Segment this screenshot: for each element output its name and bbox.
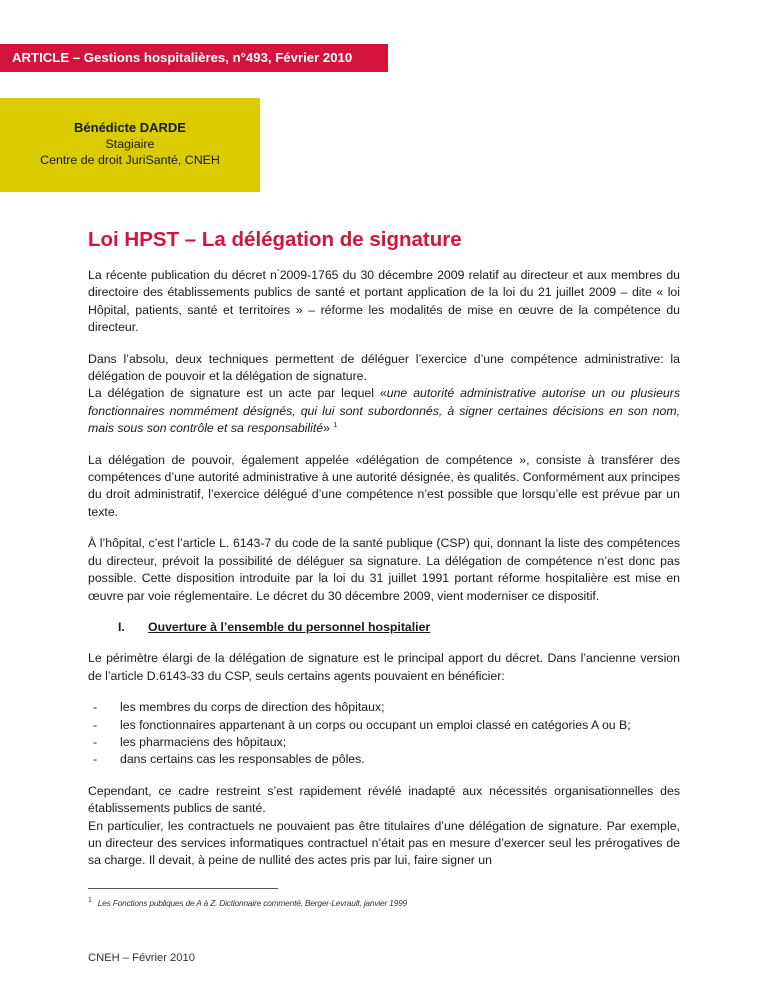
text-span: La délégation de signature est un acte par lequel «	[88, 386, 387, 401]
text-span: Dans l’absolu, deux techniques permettent de déléguer l’exercice d’une compétence administrative: la délégation de pouvoir et la délégation de signature.	[88, 351, 680, 384]
article-banner: ARTICLE – Gestions hospitalières, n°493, Février 2010	[0, 44, 388, 72]
list-item	[88, 751, 680, 768]
text-span: Cependant, ce cadre restreint s’est rapidement révélé inadapté aux nécessités organisationnelles des établissements publics de santé.	[88, 783, 680, 816]
section-heading	[88, 619, 680, 636]
paragraph-cependant	[88, 783, 680, 870]
text-span: »	[323, 421, 330, 436]
author-box	[0, 98, 260, 192]
paragraph-hopital: À l’hôpital, c’est l’article L. 6143-7 du code de la santé publique (CSP) qui, donnant la liste des compétences du directeur, prévoit la possibilité de déléguer sa signature. La délégation de compétence n’est donc pas possible. Cette disposition introduite par la loi du 31 juillet 1991 portant réforme hospitalière est mise en œuvre par voie réglementaire. Le décret du 30 décembre 2009, vient moderniser ce dispositif.	[88, 536, 680, 603]
text-span: La récente publication du décret n	[88, 268, 277, 282]
text-span: En particulier, les contractuels ne pouvaient pas être titulaires d’une délégation de signature. Par exemple, un directeur des services informatiques contractuel n’était pas en mesure d’exercer seul les prérogatives de sa charge. Il devait, à peine de nullité des actes pris par lui, faire signer un	[88, 818, 680, 868]
paragraph-perimetre: Le périmètre élargi de la délégation de signature est le principal apport du décret. Dans l’ancienne version de l’article D.6143-33 du CSP, seuls certains agents pouvaient en bénéficier:	[88, 651, 680, 683]
list-item	[88, 734, 680, 751]
list-dash: -	[93, 700, 98, 715]
list-item-text: les membres du corps de direction des hôpitaux;	[120, 700, 385, 715]
agents-list	[88, 699, 680, 769]
text-span: 2009-1765 du 30 décembre 2009 relatif au directeur et aux membres du directoire des établissements publics de santé et portant application de la loi du 21 juillet 2009 – dite « loi Hôpital, patients, santé et territoires » – réforme les modalités de mise en œuvre de la compétence du directeur.	[88, 268, 680, 335]
author-affiliation: Centre de droit JuriSanté, CNEH	[40, 153, 220, 167]
section-title: Ouverture à l’ensemble du personnel hospitalier	[148, 619, 431, 634]
footnote	[88, 897, 407, 908]
list-item-text: les fonctionnaires appartenant à un corps ou occupant un emploi classé en catégories A ou B;	[120, 717, 631, 732]
section-number: I.	[118, 619, 125, 634]
article-body	[88, 267, 680, 884]
article-title: Loi HPST – La délégation de signature	[88, 228, 462, 251]
paragraph-intro	[88, 267, 680, 337]
superscript: °	[276, 268, 280, 276]
paragraph-delegation-pouvoir: La délégation de pouvoir, également appelée «délégation de compétence », consiste à transférer des compétences d’une autorité administrative à une autorité désignée, ès qualités. Conformément aux principes du droit administratif, l’exercice délégué d’une compétence n’est possible que lorsqu’elle est prévue par un texte.	[88, 452, 680, 519]
page-footer: CNEH – Février 2010	[88, 952, 195, 964]
list-dash: -	[93, 734, 98, 749]
paragraph-definitions	[88, 351, 680, 438]
list-dash: -	[93, 717, 98, 732]
footnote-text: Les Fonctions publiques de A à Z. Dictionnaire commenté, Berger-Levrault, janvier 1999	[97, 897, 407, 908]
footnote-ref[interactable]: 1	[333, 422, 338, 430]
list-item-text: les pharmaciens des hôpitaux;	[120, 734, 287, 749]
quote-text: une autorité administrative autorise un ou plusieurs fonctionnaires nommément désignés, qui lui sont subordonnés, à signer certaines décisions en son nom, mais sous son contrôle et sa responsabilité	[88, 386, 680, 436]
list-item	[88, 699, 680, 716]
footnote-divider	[88, 888, 278, 889]
author-name: Bénédicte DARDE	[74, 120, 186, 135]
list-item	[88, 717, 680, 734]
author-role: Stagiaire	[105, 137, 155, 151]
list-dash: -	[93, 752, 98, 767]
footnote-number: 1	[88, 897, 92, 904]
list-item-text: dans certains cas les responsables de pôles.	[120, 752, 365, 767]
